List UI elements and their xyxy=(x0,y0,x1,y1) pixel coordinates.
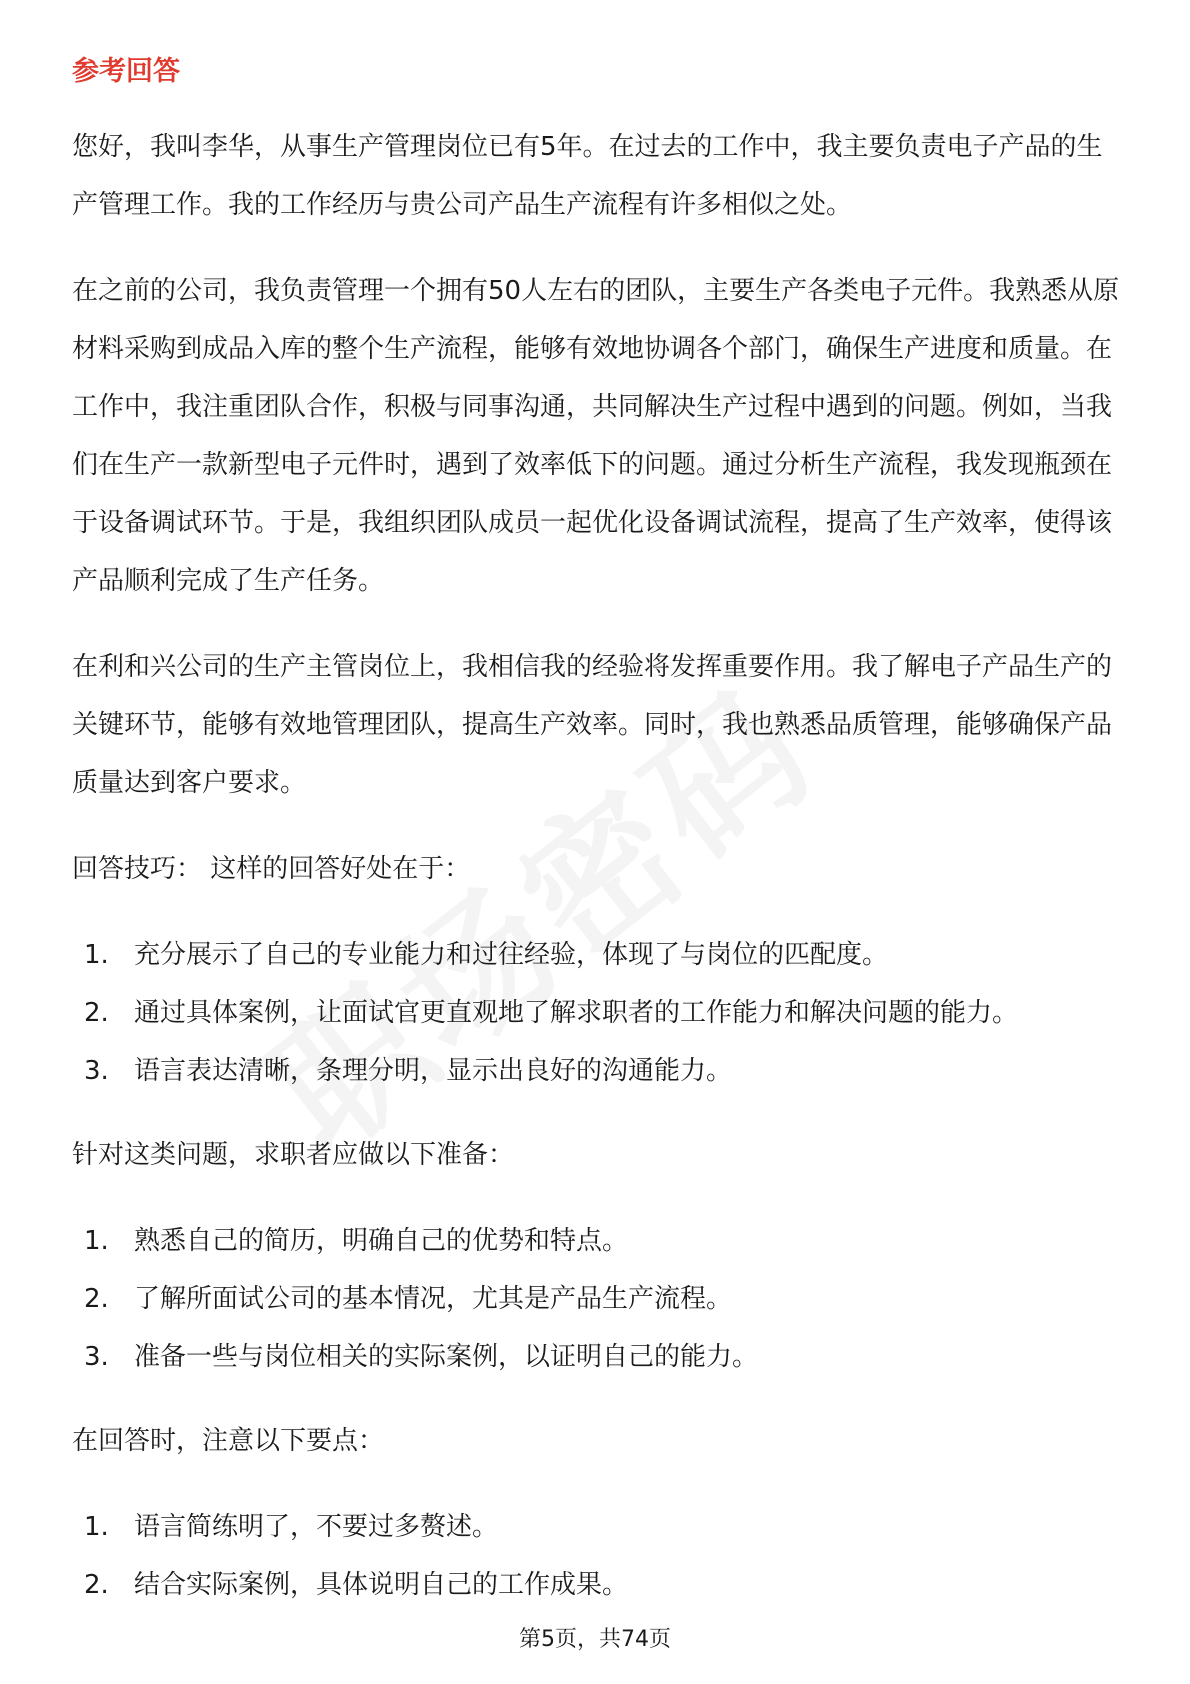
list-text: 语言表达清晰，条理分明，显示出良好的沟通能力。 xyxy=(134,1056,733,1086)
list-item xyxy=(72,1556,1122,1614)
list-number: 3. xyxy=(84,1342,109,1372)
list-text: 充分展示了自己的专业能力和过往经验，体现了与岗位的匹配度。 xyxy=(134,940,889,970)
list-text: 熟悉自己的简历，明确自己的优势和特点。 xyxy=(134,1226,629,1256)
list-number: 2. xyxy=(84,1570,109,1600)
section-heading: 参考回答 xyxy=(72,56,180,87)
list-item xyxy=(72,984,1122,1042)
list-text: 了解所面试公司的基本情况，尤其是产品生产流程。 xyxy=(134,1284,733,1314)
list-text: 通过具体案例，让面试官更直观地了解求职者的工作能力和解决问题的能力。 xyxy=(134,998,1019,1028)
tips-intro: 回答技巧： 这样的回答好处在于： xyxy=(72,854,471,884)
list-item xyxy=(72,1212,1122,1270)
list-item xyxy=(72,1270,1122,1328)
list-number: 2. xyxy=(84,1284,109,1314)
notes-intro: 在回答时，注意以下要点： xyxy=(72,1426,385,1456)
list-item xyxy=(72,1042,1122,1100)
list-number: 1. xyxy=(84,940,109,970)
list-number: 2. xyxy=(84,998,109,1028)
list-number: 3. xyxy=(84,1056,109,1086)
list-text: 结合实际案例，具体说明自己的工作成果。 xyxy=(134,1570,629,1600)
list-item xyxy=(72,926,1122,984)
list-number: 1. xyxy=(84,1512,109,1542)
list-item xyxy=(72,1328,1122,1386)
list-text: 准备一些与岗位相关的实际案例，以证明自己的能力。 xyxy=(134,1342,759,1372)
paragraph-intro: 您好，我叫李华，从事生产管理岗位已有5年。在过去的工作中，我主要负责电子产品的生产管理工作。我的工作经历与贵公司产品生产流程有许多相似之处。 xyxy=(72,132,1103,220)
list-item xyxy=(72,1498,1122,1556)
paragraph-fit: 在利和兴公司的生产主管岗位上，我相信我的经验将发挥重要作用。我了解电子产品生产的关键环节，能够有效地管理团队，提高生产效率。同时，我也熟悉品质管理，能够确保产品质量达到客户要求。 xyxy=(72,652,1113,798)
prep-intro: 针对这类问题，求职者应做以下准备： xyxy=(72,1140,515,1170)
list-text: 语言简练明了，不要过多赘述。 xyxy=(134,1512,499,1542)
content xyxy=(72,48,1122,1640)
prep-list xyxy=(72,1212,1122,1386)
notes-list xyxy=(72,1498,1122,1614)
list-number: 1. xyxy=(84,1226,109,1256)
page-footer: 第5页，共74页 xyxy=(519,1627,671,1652)
tips-list xyxy=(72,926,1122,1100)
paragraph-experience: 在之前的公司，我负责管理一个拥有50人左右的团队，主要生产各类电子元件。我熟悉从原材料采购到成品入库的整个生产流程，能够有效地协调各个部门，确保生产进度和质量。在工作中，我注重团队合作，积极与同事沟通，共同解决生产过程中遇到的问题。例如，当我们在生产一款新型电子元件时，遇到了效率低下的问题。通过分析生产流程，我发现瓶颈在于设备调试环节。于是，我组织团队成员一起优化设备调试流程，提高了生产效率，使得该产品顺利完成了生产任务。 xyxy=(72,276,1120,596)
